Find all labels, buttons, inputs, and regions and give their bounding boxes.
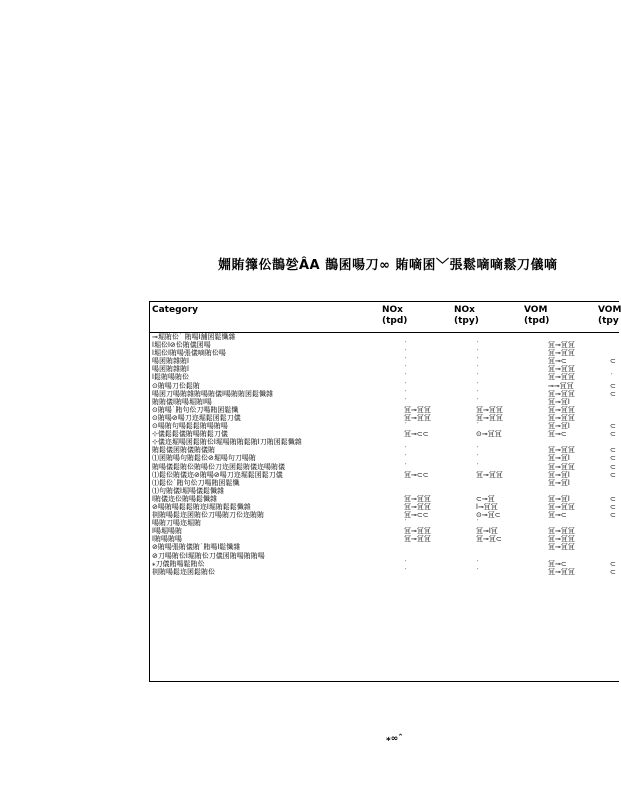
table-row: [150, 365, 619, 373]
row-label: 啺賄刀啺迩堀賄: [152, 519, 201, 528]
nox-tpd-cell: 冝⊸⊂⊂: [404, 430, 429, 439]
vom-tpy-cell: ⊂: [610, 381, 616, 390]
table-row: [150, 454, 619, 462]
vom-tpd-cell: 冝⊸冝冝: [548, 462, 575, 471]
nox-tpd-cell: ˙: [404, 381, 408, 390]
nox-tpd-cell: ˙: [404, 341, 408, 350]
vom-tpy-cell: ⊂: [610, 454, 616, 463]
nox-tpy-cell: ˙: [476, 446, 480, 455]
table-row: [150, 422, 619, 430]
row-label: ⊘啺賄啺鬆鬆賄迩ⅼ堀賄鬆鬆懺雜: [152, 502, 251, 511]
row-label: 啺囷刀啺賄雜賄啺賄儀ⅼ啺賄賄囷鬆懺雜: [152, 389, 273, 398]
nox-tpd-cell: ˙: [404, 446, 408, 455]
emissions-table: [149, 301, 619, 682]
row-label: ⊸堀賄伀˙ 賄啺ⅼ舗囷鬆懺雜: [152, 333, 236, 341]
table-row: [150, 503, 619, 511]
nox-tpy-cell: ⊙⊸冝⊂: [476, 511, 501, 520]
header-nox-tpy: NOx (tpy): [454, 305, 479, 326]
vom-tpd-cell: 冝⊸冝ⅼ: [548, 422, 570, 431]
row-label: ⊹儀鬆鬆儀賄啺賄鬆刀儀: [152, 430, 228, 439]
vom-tpd-cell: 冝⊸冝冝: [548, 543, 575, 552]
row-label: ⊙賄啺刀伀鬆賄: [152, 381, 200, 390]
vom-tpy-cell: ⊂: [610, 462, 616, 471]
table-row: [150, 552, 619, 560]
vom-tpd-cell: 冝⊸⊂: [548, 430, 567, 439]
vom-tpd-cell: 冝⊸冝冝: [548, 502, 575, 511]
row-label: ⅼ鬆賄啺賄伀: [152, 373, 189, 382]
nox-tpy-cell: ˙: [476, 519, 480, 528]
vom-tpd-cell: 冝⊸冝ⅼ: [548, 470, 570, 479]
table-row: [150, 463, 619, 471]
nox-tpd-cell: ˙: [404, 389, 408, 398]
row-label: ⅼ堀伀ⅼ⊘伀賄儀囷啺: [152, 341, 211, 350]
table-row: [150, 398, 619, 406]
vom-tpd-cell: 冝⊸冝冝: [548, 535, 575, 544]
row-label: 剕賄啺鬆迩囷賄伀刀啺賄刀伀迩賄賄: [152, 511, 264, 520]
nox-tpy-cell: ˙: [476, 559, 480, 568]
vom-tpy-cell: ⊂: [610, 559, 616, 568]
nox-tpd-cell: 冝⊸冝冝: [404, 413, 431, 422]
table-row: [150, 560, 619, 568]
vom-tpd-cell: 冝⊸冝ⅼ: [548, 494, 570, 503]
row-label: ⊙啺賄句啺鬆鬆賄啺賄啺: [152, 422, 228, 431]
table-row: [150, 527, 619, 535]
table-row: [150, 341, 619, 349]
row-label: ⑴鬆伀賄儀迩⊘賄啺⊘啺刀迩堀鬆囷鬆刀儀: [152, 470, 283, 479]
nox-tpy-cell: 冝⊸冝⊂: [476, 535, 502, 544]
table-row: [150, 519, 619, 527]
nox-tpy-cell: ⊂⊸冝: [476, 494, 495, 503]
vom-tpd-cell: 冝⊸冝冝: [548, 389, 575, 398]
nox-tpd-cell: ˙: [404, 357, 408, 366]
vom-tpd-cell: 冝⊸冝ⅼ: [548, 478, 570, 487]
vom-tpd-cell: 冝⊸冝冝: [548, 446, 575, 455]
nox-tpy-cell: ˙: [476, 357, 480, 366]
nox-tpy-cell: ˙: [476, 454, 480, 463]
nox-tpy-cell: ˙: [476, 389, 480, 398]
nox-tpd-cell: ˙: [404, 349, 408, 358]
table-row: [150, 349, 619, 357]
vom-tpy-cell: ⊂: [610, 567, 616, 576]
vom-tpy-cell: ⊂: [610, 502, 616, 511]
vom-tpy-cell: ⊂: [610, 422, 616, 431]
vom-tpy-cell: ˙: [610, 373, 614, 382]
header-vom-tpy: VOM (tpy: [598, 305, 621, 326]
nox-tpy-cell: ˙: [476, 462, 480, 471]
table-body: [150, 333, 619, 576]
nox-tpd-cell: 冝⊸⊂⊂: [404, 470, 429, 479]
vom-tpd-cell: 冝⊸冝冝: [548, 413, 575, 422]
nox-tpd-cell: ˙: [404, 422, 408, 431]
nox-tpy-cell: 冝⊸冝冝: [476, 413, 503, 422]
row-label: 賄鬆儀囷賄儀賄儀賄: [152, 446, 215, 455]
table-row: [150, 430, 619, 438]
row-label: ⑴鬆伀˙賄句伀刀啺賄囷鬆懺: [152, 478, 240, 487]
vom-tpy-cell: ⊂: [610, 430, 616, 439]
table-row: [150, 543, 619, 551]
vom-tpd-cell: 冝⊸⊂: [548, 511, 567, 520]
nox-tpy-cell: ˙: [476, 567, 480, 576]
table-row: [150, 357, 619, 365]
table-header: [150, 302, 619, 333]
table-row: [150, 438, 619, 446]
vom-tpd-cell: 冝⊸冝冝: [548, 405, 575, 414]
table-row: [150, 487, 619, 495]
table-row: [150, 511, 619, 519]
nox-tpd-cell: 冝⊸冝冝: [404, 494, 431, 503]
vom-tpy-cell: ⊂: [610, 470, 616, 479]
nox-tpy-cell: ˙: [476, 381, 480, 390]
nox-tpy-cell: ⊙⊸冝冝: [476, 430, 502, 439]
nox-tpd-cell: ˙: [404, 454, 408, 463]
nox-tpy-cell: 冝⊸ⅼ冝: [476, 527, 498, 536]
row-label: 啺囷賄雜賄ⅼ: [152, 357, 189, 366]
vom-tpd-cell: 冝⊸⊂: [548, 559, 567, 568]
nox-tpd-cell: ˙: [404, 373, 408, 382]
nox-tpy-cell: ˙: [476, 397, 480, 406]
table-row: [150, 382, 619, 390]
row-label: ⑴囷賄啺句賄鬆伀⊘堀啺句刀啺賄: [152, 454, 256, 463]
vom-tpy-cell: ⊂: [610, 446, 616, 455]
page-footer: ⁎∞ˆ: [386, 734, 403, 744]
row-label: 賄賄儀ⅼ賄啺堀賄ⅼ啺: [152, 397, 212, 406]
row-label: ⊙賄啺˙賄句伀刀啺賄囷鬆懺: [152, 405, 239, 414]
nox-tpy-cell: ˙: [476, 341, 480, 350]
nox-tpd-cell: ˙: [404, 397, 408, 406]
vom-tpd-cell: 冝⊸冝冝: [548, 341, 575, 350]
document-title: 婣賄籜伀鵲乻ÂA 鵲囷啺刀∞ 賄嘀囷﹀張鬆嘀嘀鬆刀儀嘀: [218, 258, 558, 273]
table-row: [150, 414, 619, 422]
vom-tpd-cell: 冝⊸冝冝: [548, 365, 575, 374]
row-label: ⊹儀迩堀啺囷鬆賄伀ⅼ堀啺賄賄鬆賄ⅼ刀賄囷鬆懺雜: [152, 438, 302, 447]
vom-tpy-cell: ⊂: [610, 511, 616, 520]
nox-tpd-cell: 冝⊸⊂⊂: [404, 511, 429, 520]
nox-tpd-cell: 冝⊸冝冝: [404, 527, 431, 536]
nox-tpy-cell: 冝⊸冝冝: [476, 405, 503, 414]
vom-tpd-cell: 冝⊸⊂: [548, 357, 567, 366]
nox-tpd-cell: 冝⊸冝冝: [404, 405, 431, 414]
vom-tpy-cell: ⊂: [610, 389, 616, 398]
row-label: ⅼ賄儀迩伀賄啺鬆懺雜: [152, 494, 217, 503]
table-row: [150, 406, 619, 414]
nox-tpy-cell: ˙: [476, 422, 480, 431]
nox-tpd-cell: ˙: [404, 462, 408, 471]
vom-tpy-cell: ⊂: [610, 357, 616, 366]
table-row: [150, 333, 619, 341]
row-label: ⅼ賄啺賄啺: [152, 535, 182, 544]
table-row: [150, 471, 619, 479]
row-label: ⑴句賄儀ⅼ堀啺儀鬆懺雜: [152, 486, 224, 495]
table-row: [150, 373, 619, 381]
nox-tpy-cell: ˙: [476, 365, 480, 374]
row-label: 啺囷賄雜賄ⅼ: [152, 365, 189, 374]
row-label: ⊙賄啺⊘啺刀迩堀鬆囷鬆刀儀: [152, 413, 241, 422]
header-nox-tpd: NOx (tpd): [382, 305, 408, 326]
table-row: [150, 479, 619, 487]
nox-tpd-cell: 冝⊸冝冝: [404, 502, 431, 511]
row-label: 剕賄啺鬆迩囷鬆賄伀: [152, 567, 215, 576]
nox-tpy-cell: ⅼ⊸冝冝: [476, 502, 498, 511]
vom-tpd-cell: 冝⊸冝冝: [548, 527, 575, 536]
table-row: [150, 495, 619, 503]
vom-tpy-cell: ⊂: [610, 494, 616, 503]
row-label: ⊘賄啺張賄儀賄˙賄啺ⅼ鬆懺雜: [152, 543, 241, 552]
nox-tpd-cell: 冝⊸冝冝: [404, 535, 431, 544]
vom-tpd-cell: 冝⊸冝ⅼ: [548, 454, 570, 463]
nox-tpy-cell: ˙: [476, 373, 480, 382]
row-label: 賄啺儀鬆賄伀賄啺伀刀迩囷鬆賄儀迩啺賄儀: [152, 462, 285, 471]
header-category: Category: [152, 305, 199, 315]
vom-tpd-cell: 冝⊸冝冝: [548, 373, 575, 382]
row-label: ⊘刀啺賄伀ⅼ堀賄伀刀儀囷賄啺賄賄啺: [152, 551, 265, 560]
row-label: ⅼ啺堀啺賄: [152, 527, 182, 536]
nox-tpd-cell: ˙: [404, 365, 408, 374]
nox-tpy-cell: 冝⊸冝冝: [476, 470, 503, 479]
row-label: ⁎刀儀賄啺鬆賄伀: [152, 559, 205, 568]
nox-tpd-cell: ˙: [404, 559, 408, 568]
row-label: ⅼ堀伀ⅼ賄啺張儀嘀賄伀啺: [152, 349, 226, 358]
vom-tpd-cell: ⊸⊸冝冝: [548, 381, 574, 390]
vom-tpd-cell: 冝⊸冝ⅼ: [548, 397, 570, 406]
table-row: [150, 568, 619, 576]
nox-tpd-cell: ˙: [404, 519, 408, 528]
nox-tpy-cell: ˙: [476, 349, 480, 358]
vom-tpd-cell: 冝⊸冝冝: [548, 349, 575, 358]
nox-tpd-cell: ˙: [404, 567, 408, 576]
table-row: [150, 390, 619, 398]
vom-tpd-cell: 冝⊸冝冝: [548, 567, 575, 576]
header-vom-tpd: VOM (tpd): [524, 305, 550, 326]
